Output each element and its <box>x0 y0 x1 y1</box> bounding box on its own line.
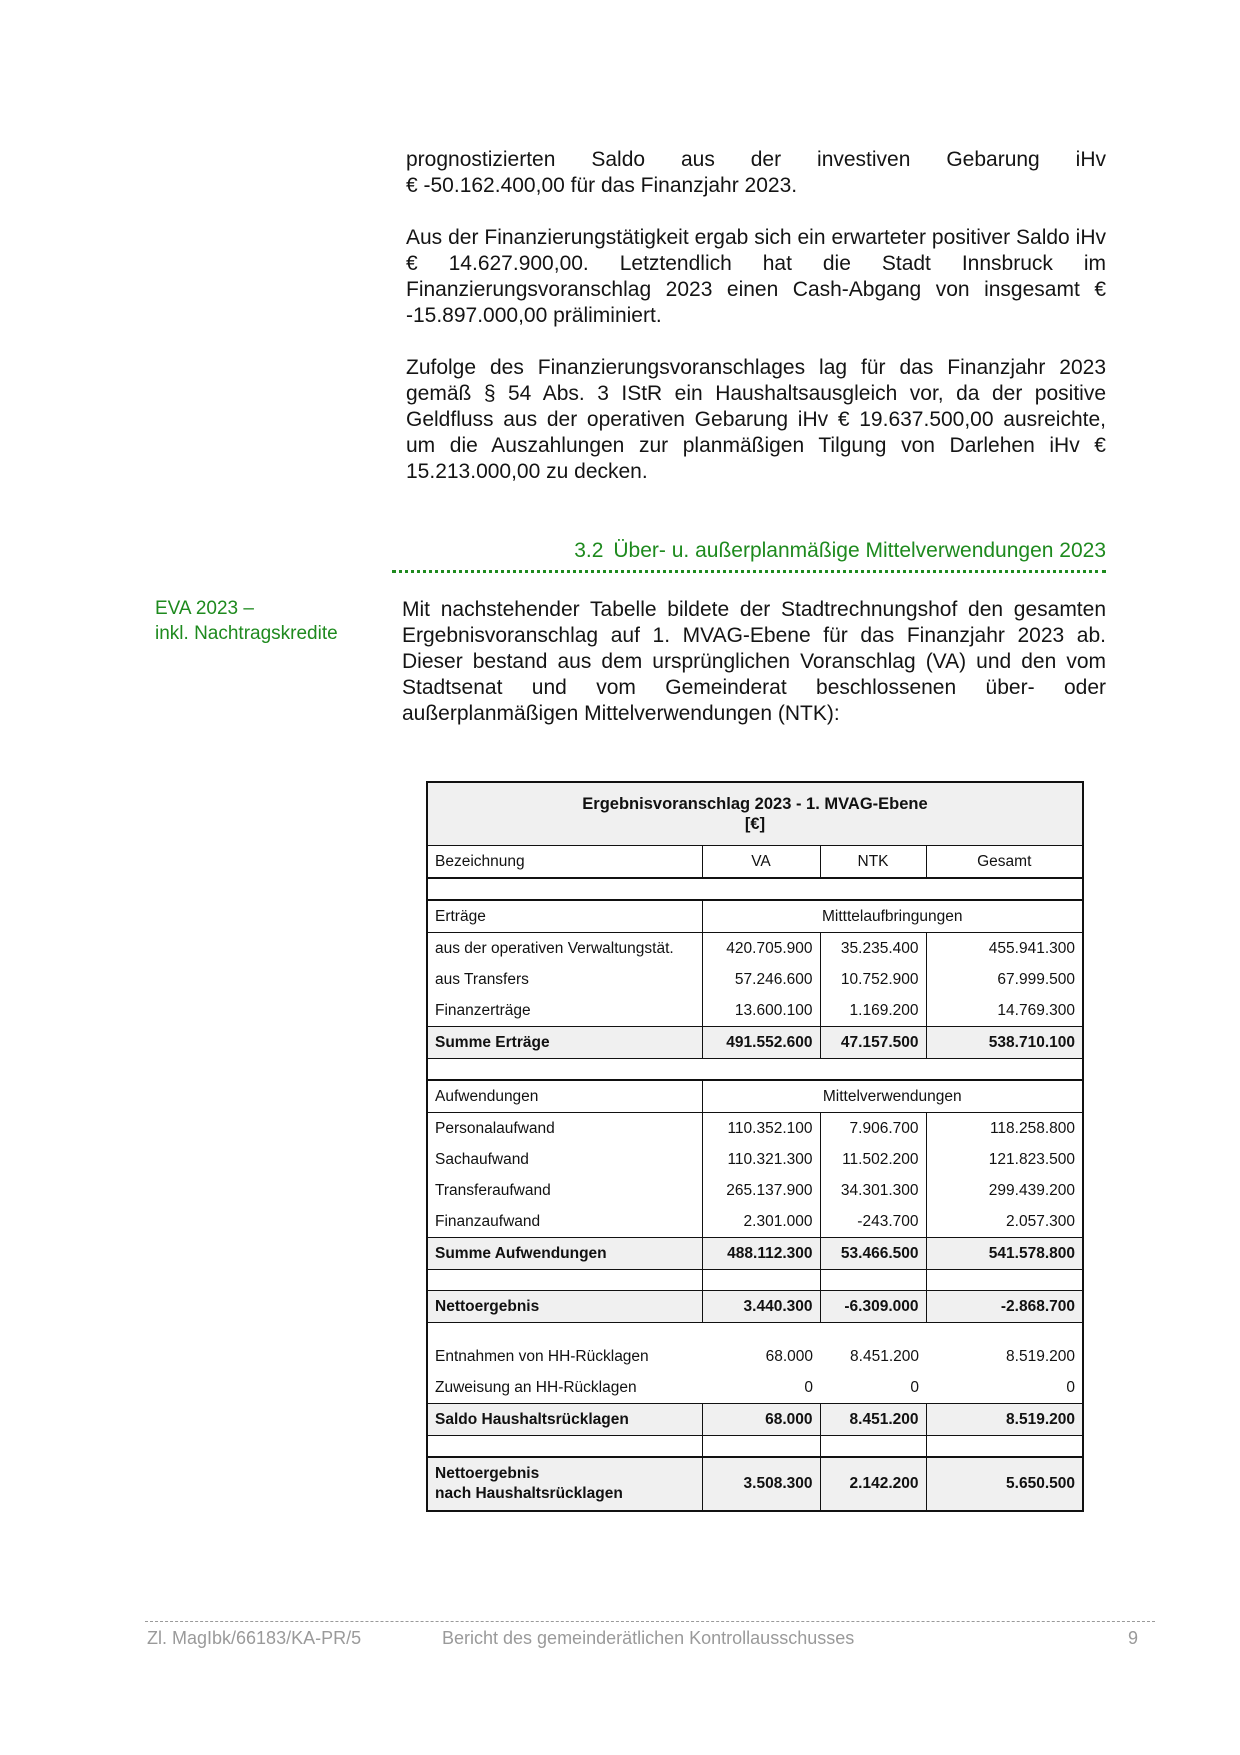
cell-ntk: 11.502.200 <box>820 1144 926 1175</box>
cell-gesamt: 121.823.500 <box>926 1144 1083 1175</box>
cell-va: 110.352.100 <box>702 1113 820 1145</box>
cell-ntk: 1.169.200 <box>820 995 926 1027</box>
sum-row-ertraege <box>427 1027 1083 1059</box>
nettoergebnis-row <box>427 1291 1083 1323</box>
cell-ntk: 2.142.200 <box>820 1457 926 1511</box>
cell-va: 265.137.900 <box>702 1175 820 1206</box>
margin-note-line: inkl. Nachtragskredite <box>155 623 338 644</box>
column-header-gesamt: Gesamt <box>926 846 1083 879</box>
section-row-ertraege <box>427 900 1083 933</box>
cell-gesamt: 0 <box>1066 1378 1075 1396</box>
spacer-row <box>427 1323 1083 1342</box>
table-title <box>427 782 1083 846</box>
row-label: aus der operativen Verwaltungstät. <box>435 939 674 957</box>
row-label: Transferaufwand <box>435 1181 551 1199</box>
cell-gesamt: 8.519.200 <box>1006 1347 1075 1365</box>
cell-va: 420.705.900 <box>702 933 820 965</box>
row-label: Nettoergebnis <box>427 1291 702 1323</box>
section-span-label: Mitttelaufbringungen <box>702 900 1083 933</box>
row-label: Sachaufwand <box>435 1150 529 1168</box>
paragraph-line: prognostizierten Saldo aus der investiven Gebarung iHv <box>406 148 1106 171</box>
row-label: Zuweisung an HH-Rücklagen <box>435 1378 637 1396</box>
cell-gesamt: 538.710.100 <box>926 1027 1083 1059</box>
table-unit: [€] <box>744 815 766 833</box>
margin-note-line: EVA 2023 – <box>155 598 254 619</box>
footer-title: Bericht des gemeinderätlichen Kontrollausschusses <box>442 1628 855 1648</box>
section-span-label: Mittelverwendungen <box>702 1080 1083 1113</box>
sum-row-aufwendungen <box>427 1238 1083 1270</box>
cell-ntk: -6.309.000 <box>820 1291 926 1323</box>
cell-ntk: 47.157.500 <box>820 1027 926 1059</box>
table-title-line: Ergebnisvoranschlag 2023 - 1. MVAG-Ebene <box>582 795 928 813</box>
column-header-ntk: NTK <box>820 846 926 879</box>
ergebnisvoranschlag-table <box>426 781 1084 1512</box>
page-number: 9 <box>1128 1628 1139 1648</box>
column-header-va: VA <box>702 846 820 879</box>
table-row <box>427 1175 1083 1206</box>
cell-gesamt: 5.650.500 <box>926 1457 1083 1511</box>
section-heading <box>392 538 1106 573</box>
cell-gesamt: 455.941.300 <box>926 933 1083 965</box>
row-label-line: Nettoergebnis <box>435 1465 540 1482</box>
table-row <box>427 964 1083 995</box>
nettoergebnis-nach-ruecklagen-row <box>427 1457 1083 1511</box>
cell-ntk: 8.451.200 <box>850 1347 919 1365</box>
table-row <box>427 1341 1083 1372</box>
cell-ntk: 10.752.900 <box>820 964 926 995</box>
column-header-bezeichnung: Bezeichnung <box>427 846 702 879</box>
row-label <box>427 1457 702 1511</box>
paragraph-text: Mit nachstehender Tabelle bildete der Stadtrechnungshof den gesamten Ergebnisvoranschlag auf 1. MVAG-Ebene für das Finanzjahr 2023 ab. Dieser bestand aus dem ursprünglichen Voranschlag (VA) und den vom Stadtsenat und vom Gemeinderat beschlossenen über- oder außerplanmäßigen Mittelverwendungen (NTK): <box>402 598 1106 725</box>
cell-va: 0 <box>804 1378 813 1396</box>
table-row <box>427 1206 1083 1238</box>
paragraph-finanzierungstaetigkeit <box>406 225 1106 329</box>
row-label: Personalaufwand <box>435 1119 555 1137</box>
row-label: Summe Aufwendungen <box>427 1238 702 1270</box>
section-title: Über- u. außerplanmäßige Mittelverwendungen 2023 <box>613 539 1106 562</box>
table-row <box>427 1144 1083 1175</box>
cell-gesamt: 299.439.200 <box>926 1175 1083 1206</box>
row-label: Entnahmen von HH-Rücklagen <box>435 1347 649 1365</box>
cell-va: 488.112.300 <box>702 1238 820 1270</box>
sum-row-ruecklagen <box>427 1404 1083 1436</box>
cell-va: 3.508.300 <box>702 1457 820 1511</box>
cell-gesamt: 14.769.300 <box>926 995 1083 1027</box>
cell-va: 13.600.100 <box>702 995 820 1027</box>
section-number: 3.2 <box>574 539 604 562</box>
table-row <box>427 995 1083 1027</box>
margin-note <box>155 596 338 646</box>
table-row <box>427 933 1083 965</box>
spacer-row <box>427 1436 1083 1458</box>
row-label: Finanzaufwand <box>435 1212 541 1230</box>
section-row-aufwendungen <box>427 1080 1083 1113</box>
paragraph-haushaltsausgleich <box>406 355 1106 485</box>
row-label: Finanzerträge <box>435 1001 531 1019</box>
paragraph-line: € -50.162.400,00 für das Finanzjahr 2023. <box>406 174 798 197</box>
paragraph-table-intro <box>402 597 1106 727</box>
cell-gesamt: 541.578.800 <box>926 1238 1083 1270</box>
cell-ntk: 34.301.300 <box>820 1175 926 1206</box>
cell-va: 491.552.600 <box>702 1027 820 1059</box>
table-row <box>427 1113 1083 1145</box>
spacer-row <box>427 1059 1083 1081</box>
cell-gesamt: -2.868.700 <box>926 1291 1083 1323</box>
footer-reference: Zl. MagIbk/66183/KA-PR/5 <box>147 1628 362 1648</box>
paragraph-text: Aus der Finanzierungstätigkeit ergab sich ein erwarteter positiver Saldo iHv € 14.627.900,00. Letztendlich hat die Stadt Innsbruck im Finanzierungsvoranschlag 2023 einen Cash-Abgang von insgesamt € -15.897.000,00 präliminiert. <box>406 226 1106 327</box>
cell-ntk: 7.906.700 <box>820 1113 926 1145</box>
row-label: aus Transfers <box>435 970 529 988</box>
paragraph-text: Zufolge des Finanzierungsvoranschlages lag für das Finanzjahr 2023 gemäß § 54 Abs. 3 IStR ein Haushaltsausgleich vor, da der positive Geldfluss aus der operativen Gebarung iHv € 19.637.500,00 ausreichte, um die Auszahlungen zur planmäßigen Tilgung von Darlehen iHv € 15.213.000,00 zu decken. <box>406 356 1106 483</box>
footer-divider <box>145 1621 1155 1622</box>
cell-va: 2.301.000 <box>702 1206 820 1238</box>
table-row <box>427 1372 1083 1404</box>
cell-va: 110.321.300 <box>702 1144 820 1175</box>
cell-gesamt: 8.519.200 <box>926 1404 1083 1436</box>
spacer-row <box>427 1270 1083 1291</box>
row-label: Summe Erträge <box>427 1027 702 1059</box>
table-header-row <box>427 846 1083 879</box>
spacer-row <box>427 878 1083 900</box>
cell-gesamt: 67.999.500 <box>926 964 1083 995</box>
cell-va: 68.000 <box>765 1347 813 1365</box>
cell-gesamt: 118.258.800 <box>926 1113 1083 1145</box>
cell-ntk: -243.700 <box>820 1206 926 1238</box>
section-label: Erträge <box>427 900 702 933</box>
section-label: Aufwendungen <box>427 1080 702 1113</box>
table-title-row <box>427 782 1083 846</box>
cell-gesamt: 2.057.300 <box>926 1206 1083 1238</box>
row-label-line: nach Haushaltsrücklagen <box>435 1485 623 1502</box>
paragraph-investive-gebarung <box>406 147 1106 199</box>
cell-va: 68.000 <box>702 1404 820 1436</box>
cell-ntk: 35.235.400 <box>820 933 926 965</box>
cell-ntk: 0 <box>910 1378 919 1396</box>
cell-ntk: 8.451.200 <box>820 1404 926 1436</box>
cell-ntk: 53.466.500 <box>820 1238 926 1270</box>
row-label: Saldo Haushaltsrücklagen <box>427 1404 702 1436</box>
cell-va: 3.440.300 <box>702 1291 820 1323</box>
cell-va: 57.246.600 <box>702 964 820 995</box>
